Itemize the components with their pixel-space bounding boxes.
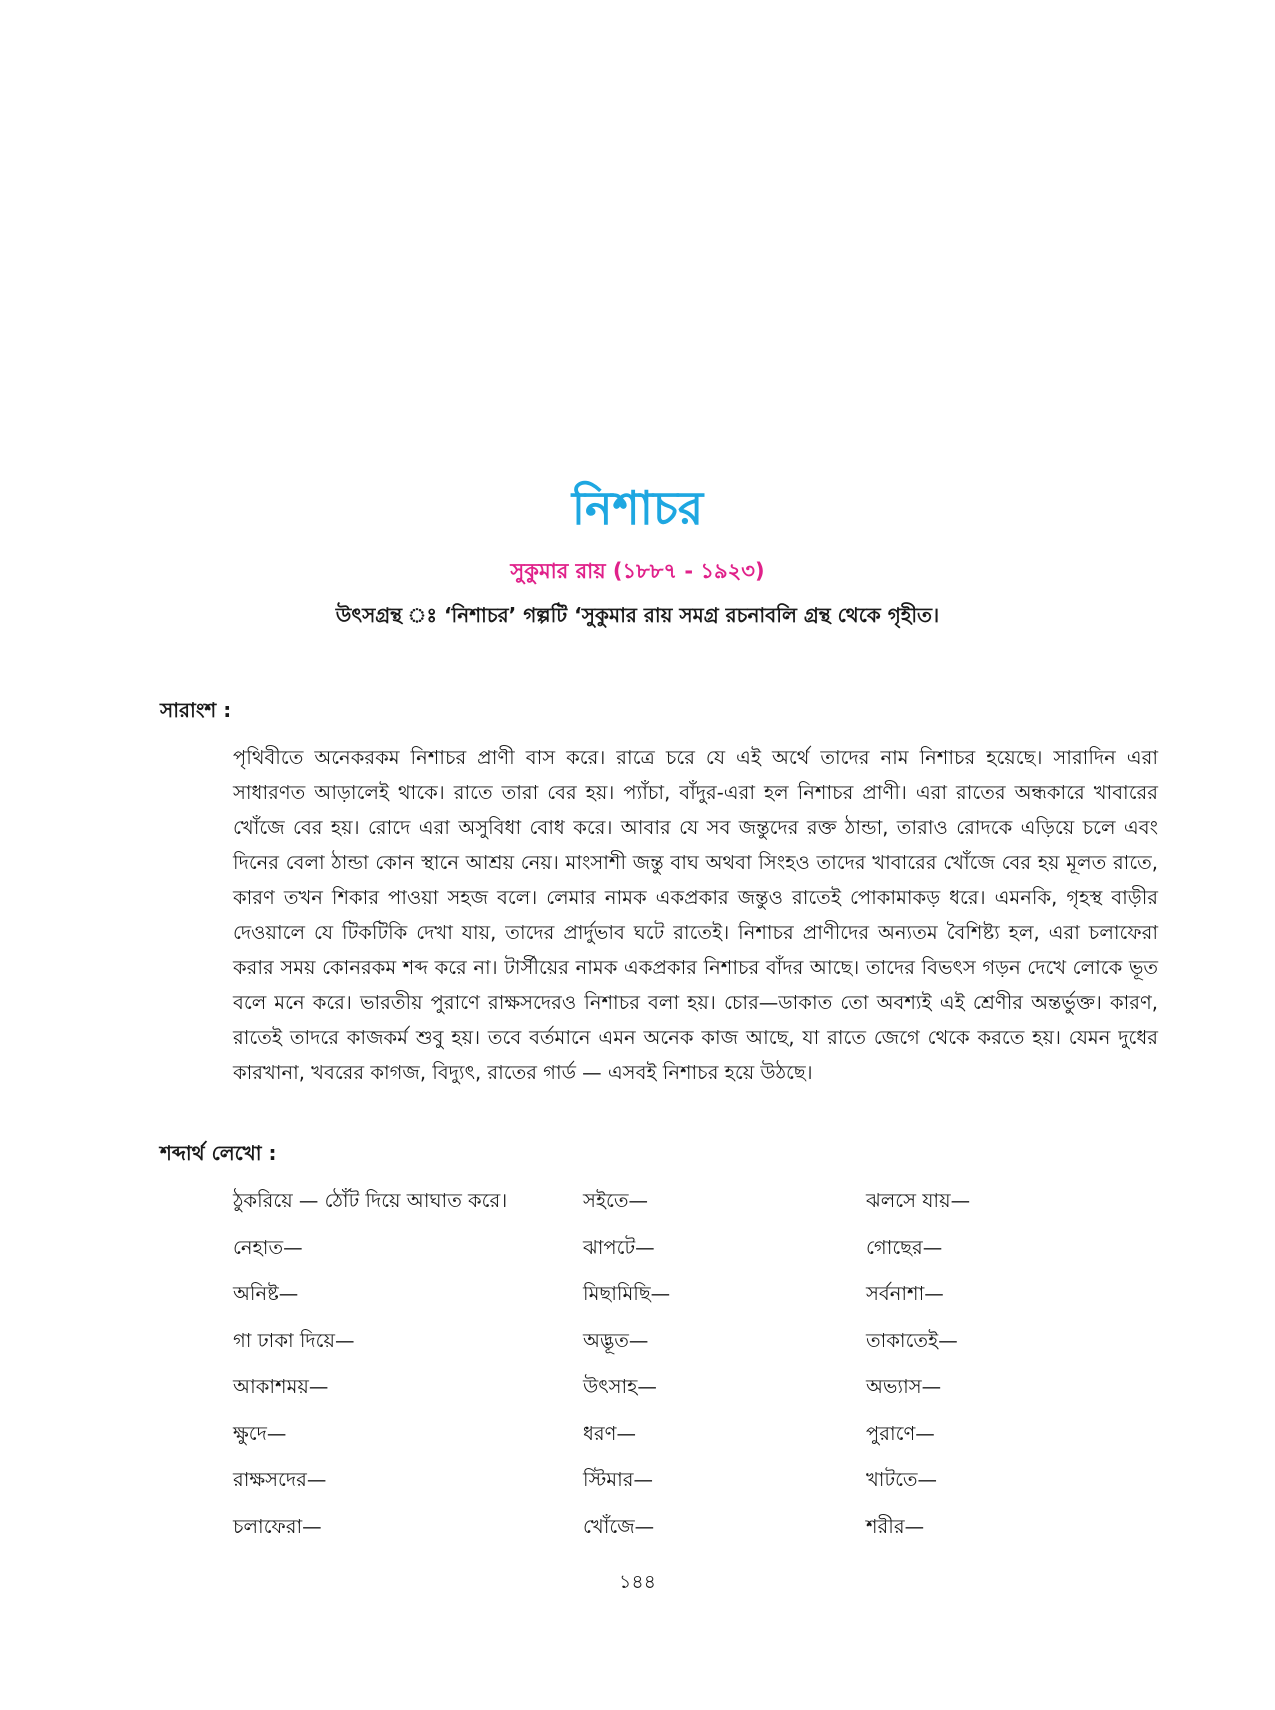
vocabulary-item: নেহাত— (233, 1235, 303, 1259)
vocabulary-item: মিছামিছি— (583, 1282, 671, 1306)
vocabulary-row (233, 1227, 1133, 1274)
vocabulary-item: আকাশময়— (233, 1375, 329, 1399)
vocabulary-row (233, 1366, 1133, 1413)
vocabulary-item: সর্বনাশা— (866, 1282, 944, 1306)
vocabulary-item: খোঁজে— (583, 1514, 655, 1538)
vocabulary-item: তাকাতেই— (866, 1328, 958, 1352)
chapter-title: নিশাচর (571, 481, 704, 535)
vocabulary-row (233, 1180, 1133, 1227)
summary-heading: সারাংশ : (160, 698, 232, 722)
vocabulary-row (233, 1506, 1133, 1553)
vocabulary-list (233, 1180, 1133, 1552)
vocabulary-heading: শব্দার্থ লেখো : (160, 1141, 277, 1165)
vocabulary-item: অনিষ্ট— (233, 1282, 299, 1306)
summary-paragraph: পৃথিবীতে অনেকরকম নিশাচর প্রাণী বাস করে। রাত্রে চরে যে এই অর্থে তাদের নাম নিশাচর হয়েছে। সারাদিন এরা সাধারণত আড়ালেই থাকে। রাতে তারা বের হয়। প্যাঁচা, বাঁদুর-এরা হল নিশাচর প্রাণী। এরা রাতের অন্ধকারে খাবারের খোঁজে বের হয়। রোদে এরা অসুবিধা বোধ করে। আবার যে সব জন্তুদের রক্ত ঠান্ডা, তারাও রোদকে এড়িয়ে চলে এবং দিনের বেলা ঠান্ডা কোন স্থানে আশ্রয় নেয়। মাংসাশী জন্তু বাঘ অথবা সিংহও তাদের খাবারের খোঁজে বের হয় মূলত রাতে, কারণ তখন শিকার পাওয়া সহজ বলে। লেমার নামক একপ্রকার জন্তুও রাতেই পোকামাকড় ধরে। এমনকি, গৃহস্থ বাড়ীর দেওয়ালে যে টিকটিকি দেখা যায়, তাদের প্রার্দুভাব ঘটে রাতেই। নিশাচর প্রাণীদের অন্যতম বৈশিষ্ট্য হল, এরা চলাফেরা করার সময় কোনরকম শব্দ করে না। টার্সীয়ের নামক একপ্রকার নিশাচর বাঁদর আছে। তাদের বিভৎস গড়ন দেখে লোকে ভূত বলে মনে করে। ভারতীয় পুরাণে রাক্ষসদেরও নিশাচর বলা হয়। চোর—ডাকাত তো অবশ্যই এই শ্রেণীর অন্তর্ভুক্ত। কারণ, রাতেই তাদরে কাজকর্ম শুবু হয়। তবে বর্তমানে এমন অনেক কাজ আছে, যা রাতে জেগে থেকে করতে হয়। যেমন দুধের কারখানা, খবরের কাগজ, বিদ্যুৎ, রাতের গার্ড — এসবই নিশাচর হয়ে উঠছে। (233, 746, 1158, 1084)
vocabulary-item: গোছের— (866, 1235, 943, 1259)
vocabulary-item: উৎসাহ— (583, 1375, 657, 1399)
vocabulary-item: সইতে— (583, 1189, 648, 1213)
vocabulary-item: শরীর— (866, 1514, 925, 1538)
author-line: সুকুমার রায় (১৮৮৭ - ১৯২৩) (510, 559, 765, 583)
vocabulary-row (233, 1413, 1133, 1460)
vocabulary-item: ঠুকরিয়ে — ঠোঁট দিয়ে আঘাত করে। (233, 1189, 508, 1213)
vocabulary-item: পুরাণে— (866, 1421, 935, 1445)
vocabulary-item: চলাফেরা— (233, 1514, 322, 1538)
vocabulary-item: অভ্যাস— (866, 1375, 942, 1399)
vocabulary-item: খাটতে— (866, 1468, 938, 1492)
vocabulary-item: অদ্ভূত— (583, 1328, 649, 1352)
source-line: উৎসগ্রন্থ ঃ ‘নিশাচর’ গল্পটি ‘সুকুমার রায় সমগ্র রচনাবলি গ্রন্থ থেকে গৃহীত। (335, 603, 940, 627)
vocabulary-item: ঝলসে যায়— (866, 1189, 971, 1213)
vocabulary-item: স্টিমার— (583, 1468, 653, 1492)
page-number: ১৪৪ (619, 1571, 656, 1593)
vocabulary-item: ঝাপটে— (583, 1235, 655, 1259)
vocabulary-row (233, 1273, 1133, 1320)
vocabulary-row (233, 1459, 1133, 1506)
vocabulary-item: গা ঢাকা দিয়ে— (233, 1328, 355, 1352)
vocabulary-item: ধরণ— (583, 1421, 636, 1445)
vocabulary-item: ক্ষুদে— (233, 1421, 287, 1445)
vocabulary-row (233, 1320, 1133, 1367)
vocabulary-item: রাক্ষসদের— (233, 1468, 327, 1492)
